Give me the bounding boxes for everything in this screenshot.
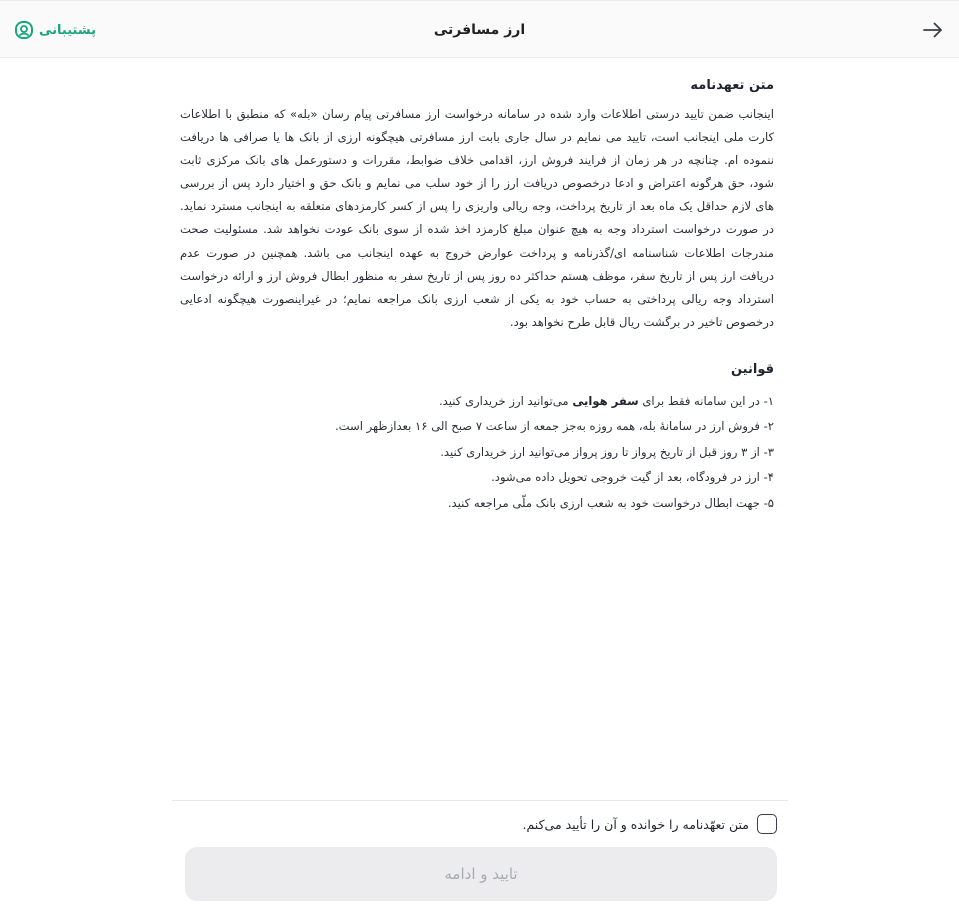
rule-item-4: ۴- ارز در فرودگاه، بعد از گیت خروجی تحویل داده می‌شود. — [491, 470, 774, 485]
rule-item-5: ۵- جهت ابطال درخواست خود به شعب ارزی بانک ملّی مراجعه کنید. — [447, 495, 774, 510]
rule-item-1-prefix: ۱- در این سامانه فقط برای — [638, 393, 774, 408]
pledge-text: اینجانب ضمن تایید درستی اطلاعات وارد شده در سامانه درخواست ارز مسافرتی پیام رسان «بله» که منطبق با اطلاعات کارت ملی اینجانب است، تایید می نمایم در سال جاری بابت ارز مسافرتی هیچگونه ارزی از بانک ها یا صرافی ها دریافت ننموده ام. چنانچه در هر زمان از فرایند فروش ارز، اقدامی خلاف ضوابط، مقررات و دستورعمل های بانک مرکزی ثابت شود، حق هرگونه اعتراض و ادعا درخصوص دریافت ارز را از خود سلب می نمایم و بانک حق و اختیار دارد پس از بررسی های لازم حداقل یک ماه بعد از تاریخ پرداخت، وجه ریالی واریزی را پس از کسر کارمزدهای متعلقه به اینجانب مسترد نماید. در صورت درخواست استرداد وجه به هیچ عنوان مبلغ کارمزد اخذ شده از سوی بانک عودت نخواهد شد. مسئولیت صحت مندرجات اطلاعات شناسنامه ای/گذرنامه و پرداخت عوارض خروج به عهده اینجانب می باشد. همچنین در صورت عدم دریافت ارز پس از تاریخ سفر، موظف هستم حداکثر ده روز پس از تاریخ سفر به منظور ابطال فروش ارز و ارائه درخواست استرداد وجه ریالی پرداختی به حساب خود به یکی از شعب ارزی بانک مراجعه نمایم؛ در غیراینصورت هیچگونه ادعایی درخصوص تاخیر در برگشت ریال قابل طرح نخواهد بود. — [180, 107, 774, 329]
support-label: پشتیبانی — [39, 22, 96, 38]
top-bar — [0, 0, 959, 58]
rules-title: قوانین — [730, 361, 774, 377]
back-button[interactable] — [921, 18, 945, 42]
main-content — [180, 58, 774, 516]
rule-item-1-suffix: می‌توانید ارز خریداری کنید. — [438, 393, 573, 408]
support-button[interactable] — [14, 18, 96, 42]
agreement-checkbox[interactable] — [757, 814, 777, 834]
arrow-right-icon — [923, 22, 943, 38]
agreement-row[interactable] — [180, 813, 777, 835]
confirm-continue-button[interactable]: تایید و ادامه — [185, 847, 777, 901]
rule-item-2: ۲- فروش ارز در سامانۀ بله، همه روزه به‌جز جمعه از ساعت ۷ صبح الی ۱۶ بعدازظهر است. — [334, 419, 774, 434]
pledge-title: متن تعهدنامه — [690, 78, 774, 93]
agreement-label: متن تعهّدنامه را خوانده و آن را تأیید می‌کنم. — [522, 816, 749, 832]
rule-item-1 — [180, 389, 774, 415]
footer-divider — [172, 800, 788, 801]
rules-list — [180, 389, 774, 517]
rule-item-1-bold: سفر هوایی — [572, 393, 639, 408]
rule-item-3: ۳- از ۳ روز قبل از تاریخ پرواز تا روز پرواز می‌توانید ارز خریداری کنید. — [440, 444, 774, 459]
support-agent-icon — [14, 20, 34, 40]
page-title: ارز مسافرتی — [433, 22, 526, 38]
